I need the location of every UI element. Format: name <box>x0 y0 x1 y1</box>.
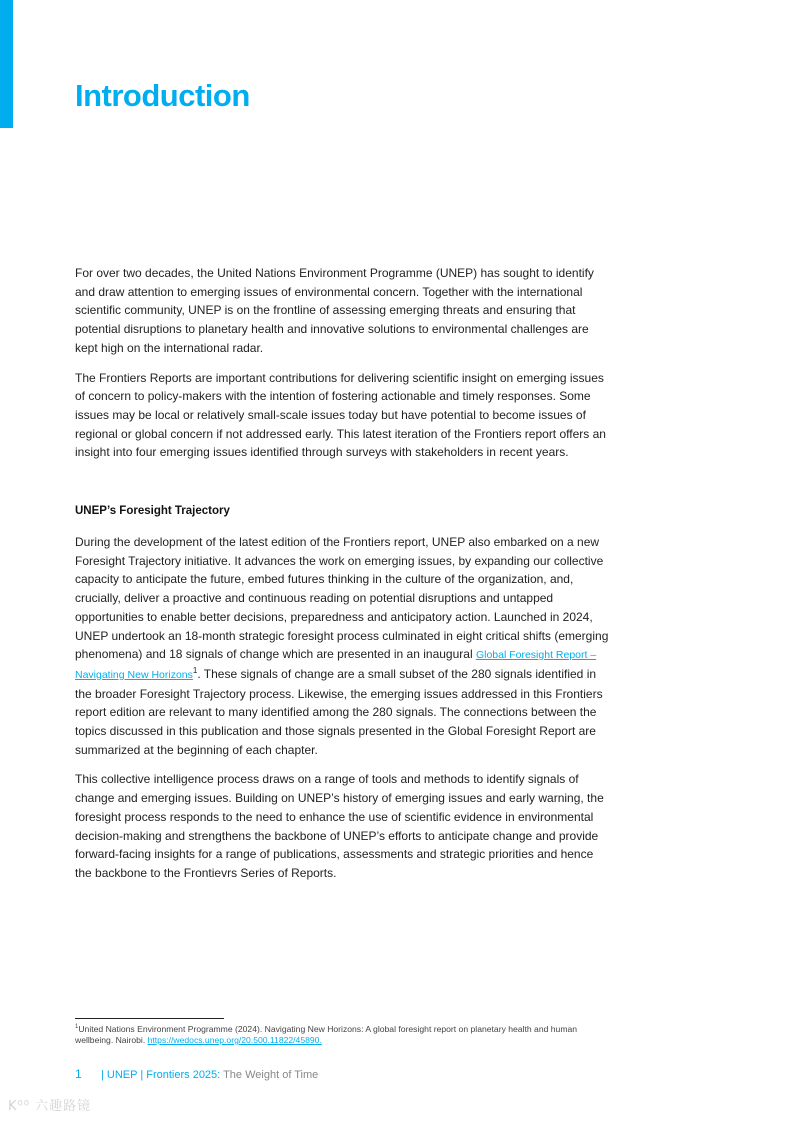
footnote <box>75 1024 595 1046</box>
watermark-logo: K⁰⁰ 六趣路镜 <box>8 1099 92 1114</box>
intro-paragraph-1: For over two decades, the United Nations Environment Programme (UNEP) has sought to identify and draw attention to emerging issues of environmental concern. Together with the international scientific community, UNEP is on the frontline of assessing emerging threats and ensuring that potential disruptions to planetary health and innovative solutions to environmental challenges are kept high on the international radar. <box>75 266 594 355</box>
section-paragraph-1-text-b: . These signals of change are a small subset of the 280 signals identified in the broader Foresight Trajectory process. Likewise, the emerging issues addressed in this Frontiers report edition are relevant to many identified among the 280 signals. The connections between the topics discussed in this publication and those signals presented in the Global Foresight Report are summarized at the beginning of each chapter. <box>75 666 603 757</box>
intro-body <box>75 264 609 473</box>
page-title: Introduction <box>75 78 250 113</box>
page-footer <box>75 1067 318 1081</box>
footer-label: | UNEP | Frontiers 2025: <box>101 1069 221 1081</box>
accent-bar <box>0 0 13 128</box>
section-paragraph-2: This collective intelligence process draws on a range of tools and methods to identify signals of change and emerging issues. Building on UNEP’s history of emerging issues and early warning, the foresight process responds to the need to enhance the use of scientific evidence in environmental decision-making and strengthens the backbone of UNEP’s efforts to anticipate change and provide forward-facing insights for a range of publications, assessments and strategic priorities and hence the backbone to the Frontievrs Series of Reports. <box>75 772 604 880</box>
section-body <box>75 533 609 894</box>
section-heading: UNEP’s Foresight Trajectory <box>75 505 230 517</box>
section-paragraph-1 <box>75 533 609 759</box>
footer-subtitle: The Weight of Time <box>220 1069 319 1081</box>
page-number: 1 <box>75 1067 82 1081</box>
footnote-text: United Nations Environment Programme (2024). Navigating New Horizons: A global foresight report on planetary health and human wellbeing. Nairobi. <box>75 1024 578 1045</box>
footnote-marker: 1 <box>192 665 198 675</box>
footnote-divider <box>75 1018 224 1019</box>
section-paragraph-1-text-a: During the development of the latest edition of the Frontiers report, UNEP also embarked on a new Foresight Trajectory initiative. It advances the work on emerging issues, by expanding our collective capacity to anticipate the future, embed futures thinking in the culture of the organization, and, crucially, deliver a proactive and continuous reading on potential disruptions and untapped opportunities to enable better decisions, preparedness and anticipatory action. Launched in 2024, UNEP undertook an 18-month strategic foresight process culminated in eight critical shifts (emerging phenomena) and 18 signals of change which are presented in an inaugural <box>75 535 609 662</box>
global-foresight-report-link[interactable]: Global Foresight Report – Navigating New Horizons <box>75 649 597 681</box>
footnote-number: 1 <box>75 1024 79 1031</box>
intro-paragraph-2: The Frontiers Reports are important contributions for delivering scientific insight on emerging issues of concern to policy-makers with the intention of fostering actionable and timely responses. Some issues may be local or relatively small-scale issues today but have potential to become issues of regional or global concern if not addressed early. This latest iteration of the Frontiers report offers an insight into four emerging issues identified through surveys with stakeholders in recent years. <box>75 370 606 460</box>
footnote-link[interactable]: https://wedocs.unep.org/20.500.11822/45890. <box>147 1035 322 1045</box>
